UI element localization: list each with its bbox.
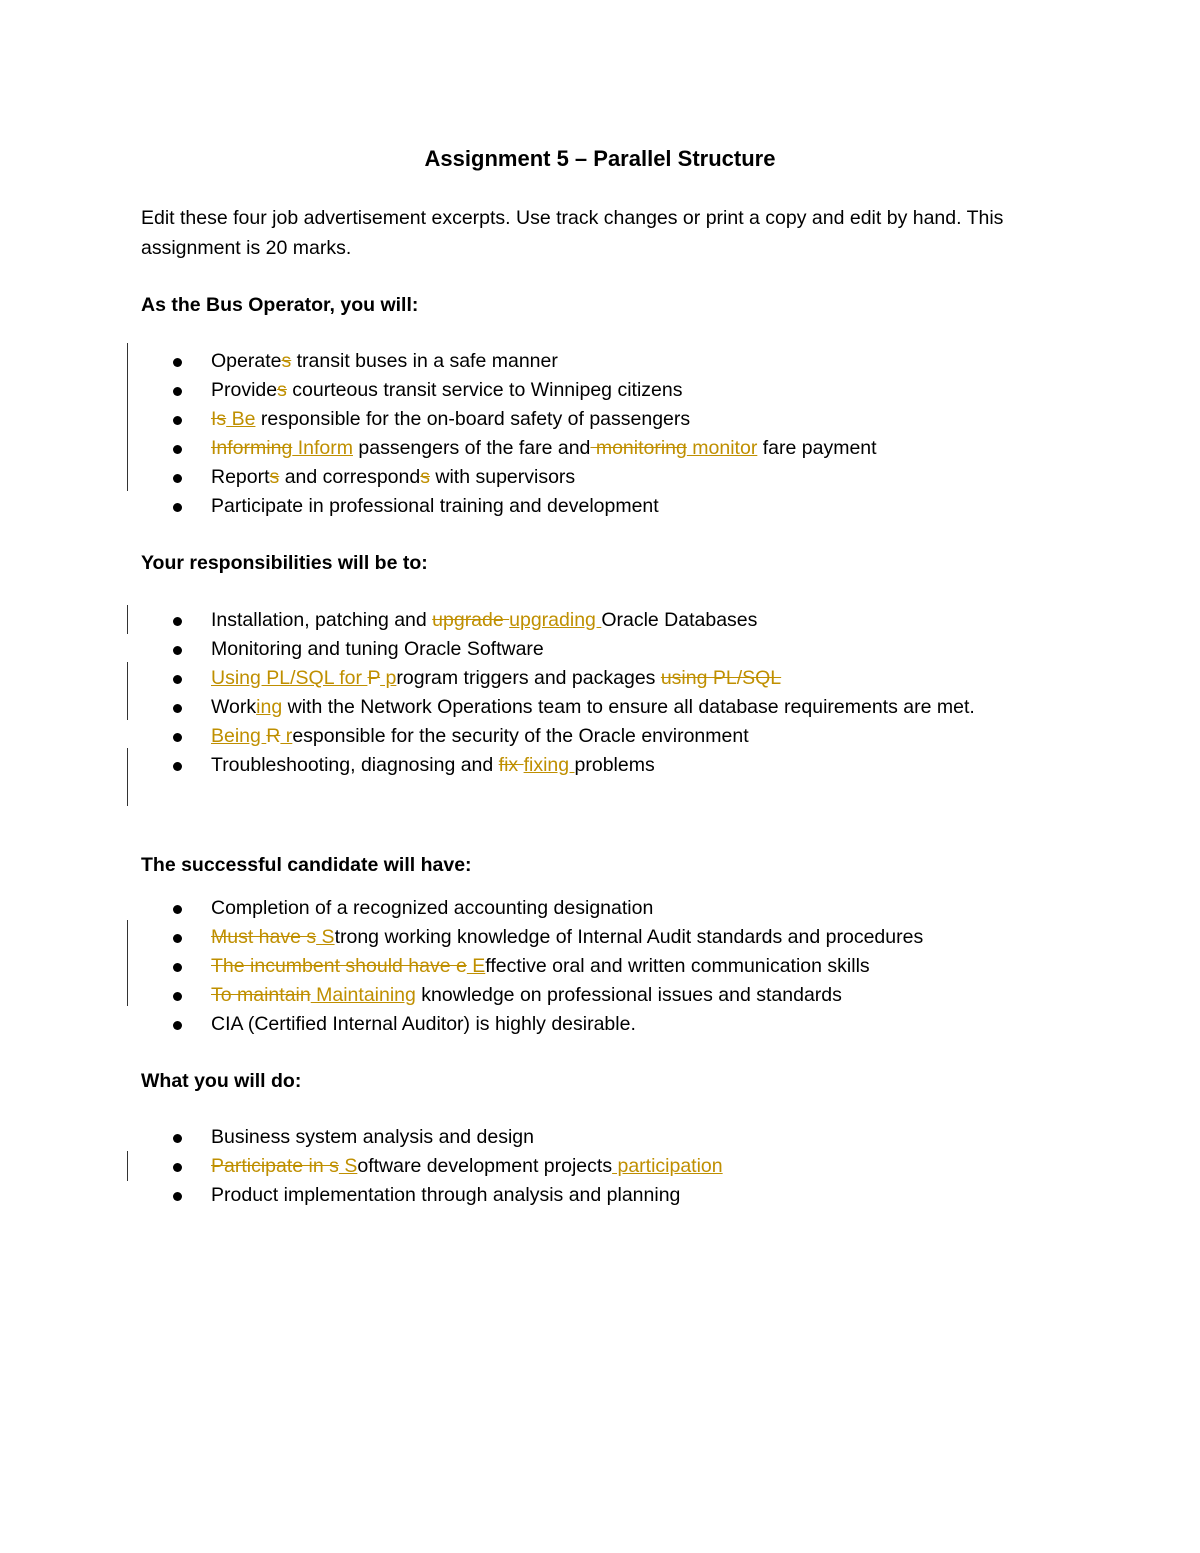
bullet-icon [173, 905, 182, 914]
list-item [211, 376, 1061, 405]
item-text: Monitoring and tuning Oracle Software [211, 638, 544, 660]
tracked-insertion: Being [211, 725, 267, 747]
bullet-icon [173, 1163, 182, 1172]
item-text: Installation, patching and [211, 609, 433, 631]
tracked-insertion: Maintaining [310, 984, 416, 1006]
candidate-list [211, 894, 1061, 1039]
item-text: Provide [211, 379, 278, 401]
tracked-deletion: Participate in s [211, 1155, 339, 1177]
change-bar [127, 748, 128, 806]
tracked-insertion: upgrading [509, 609, 602, 631]
change-bar [127, 920, 128, 1006]
bullet-icon [173, 646, 182, 655]
bullet-icon [173, 358, 182, 367]
tracked-deletion: Must have s [211, 926, 317, 948]
list-item [211, 492, 1061, 521]
tracked-deletion: Is [211, 408, 227, 430]
what-you-will-do-list [211, 1123, 1061, 1210]
list-item [211, 1010, 1061, 1039]
tracked-insertion: S [316, 926, 335, 948]
item-text: Product implementation through analysis and planning [211, 1184, 681, 1206]
item-text: trong working knowledge of Internal Audit standards and procedures [334, 926, 924, 948]
bullet-icon [173, 704, 182, 713]
bullet-icon [173, 675, 182, 684]
bullet-icon [173, 445, 182, 454]
list-item [211, 463, 1061, 492]
bullet-icon [173, 387, 182, 396]
bullet-icon [173, 503, 182, 512]
document-title: Assignment 5 – Parallel Structure [424, 146, 776, 171]
bullet-icon [173, 474, 182, 483]
bus-operator-list [211, 347, 1061, 521]
change-bar [127, 662, 128, 720]
item-text: problems [574, 754, 655, 776]
item-text: Business system analysis and design [211, 1126, 534, 1148]
bullet-icon [173, 1192, 182, 1201]
assignment-instructions: Edit these four job advertisement excerpts. Use track changes or print a copy and edit by hand. This assignment is 20 marks. [141, 207, 1004, 259]
item-text: with the Network Operations team to ensure all database requirements are met. [282, 696, 975, 718]
item-text: Operate [211, 350, 282, 372]
bullet-icon [173, 963, 182, 972]
item-text: CIA (Certified Internal Auditor) is highly desirable. [211, 1013, 636, 1035]
bullet-icon [173, 416, 182, 425]
bullet-icon [173, 934, 182, 943]
tracked-deletion: R [266, 725, 281, 747]
item-text: Completion of a recognized accounting designation [211, 897, 654, 919]
tracked-deletion: s [277, 379, 287, 401]
responsibilities-list [211, 606, 1061, 780]
tracked-insertion: Using PL/SQL for [211, 667, 368, 689]
item-text: oftware development projects [357, 1155, 613, 1177]
tracked-insertion: fixing [523, 754, 575, 776]
tracked-insertion: E [466, 955, 486, 977]
list-item [211, 434, 1061, 463]
item-text: rogram triggers and packages [396, 667, 661, 689]
tracked-deletion: s [269, 466, 280, 488]
list-item [211, 722, 1061, 751]
tracked-deletion: fix [498, 754, 524, 776]
bullet-icon [173, 617, 182, 626]
tracked-deletion: using PL/SQL [660, 667, 782, 689]
tracked-deletion: s [420, 466, 430, 488]
tracked-insertion: Be [226, 408, 256, 430]
tracked-insertion: p [380, 667, 397, 689]
list-item [211, 635, 1061, 664]
tracked-deletion: monitoring [590, 437, 687, 459]
bullet-icon [173, 733, 182, 742]
section-heading-responsibilities: Your responsibilities will be to: [141, 552, 428, 574]
item-text: with supervisors [429, 466, 576, 488]
item-text: passengers of the fare and [352, 437, 591, 459]
item-text: esponsible for the security of the Oracle environment [292, 725, 749, 747]
item-text: courteous transit service to Winnipeg citizens [286, 379, 683, 401]
tracked-insertion: r [280, 725, 293, 747]
list-item [211, 1181, 1061, 1210]
item-text: knowledge on professional issues and standards [415, 984, 842, 1006]
item-text: Work [211, 696, 257, 718]
tracked-insertion: monitor [686, 437, 758, 459]
section-heading-successful-candidate: The successful candidate will have: [141, 854, 472, 876]
tracked-deletion: P [367, 667, 381, 689]
section-heading-bus-operator: As the Bus Operator, you will: [141, 294, 419, 316]
tracked-deletion: Informing [211, 437, 293, 459]
list-item [211, 664, 1061, 693]
list-item [211, 751, 1061, 780]
item-text: ffective oral and written communication skills [485, 955, 870, 977]
item-text: Troubleshooting, diagnosing and [211, 754, 499, 776]
change-bar [127, 605, 128, 634]
list-item [211, 894, 1061, 923]
tracked-insertion: participation [612, 1155, 723, 1177]
item-text: transit buses in a safe manner [291, 350, 558, 372]
bullet-icon [173, 992, 182, 1001]
tracked-deletion: The incumbent should have e [211, 955, 467, 977]
tracked-insertion: ing [256, 696, 283, 718]
list-item [211, 347, 1061, 376]
list-item [211, 606, 1061, 635]
list-item [211, 981, 1061, 1010]
bullet-icon [173, 762, 182, 771]
bullet-icon [173, 1134, 182, 1143]
change-bar [127, 343, 128, 491]
tracked-insertion: Inform [292, 437, 353, 459]
item-text: Participate in professional training and development [211, 495, 659, 517]
item-text: Oracle Databases [601, 609, 758, 631]
list-item [211, 405, 1061, 434]
tracked-deletion: To maintain [211, 984, 311, 1006]
item-text: and correspond [279, 466, 421, 488]
list-item [211, 923, 1061, 952]
list-item [211, 1123, 1061, 1152]
item-text: fare payment [757, 437, 877, 459]
list-item [211, 952, 1061, 981]
bullet-icon [173, 1021, 182, 1030]
section-heading-what-you-will-do: What you will do: [141, 1070, 302, 1092]
item-text: responsible for the on-board safety of passengers [255, 408, 691, 430]
list-item [211, 1152, 1061, 1181]
list-item [211, 693, 1061, 722]
tracked-deletion: s [281, 350, 292, 372]
item-text: Report [211, 466, 270, 488]
tracked-insertion: S [338, 1155, 358, 1177]
tracked-deletion: upgrade [432, 609, 510, 631]
change-bar [127, 1151, 128, 1181]
